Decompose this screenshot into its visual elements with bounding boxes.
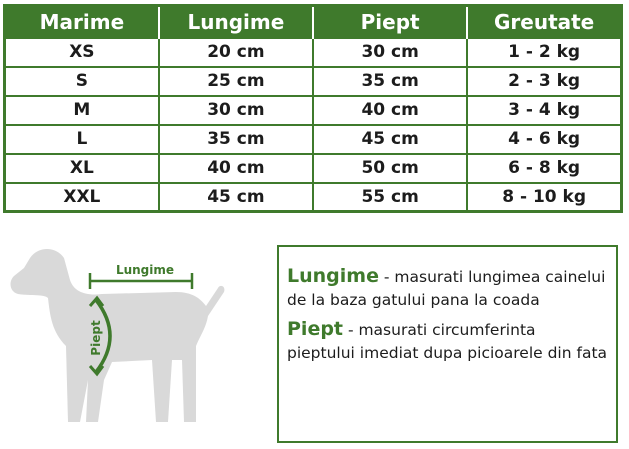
cell-length: 45 cm [159,183,313,212]
header-chest: Piept [313,6,467,38]
cell-chest: 45 cm [313,125,467,154]
cell-size: XL [5,154,159,183]
measurement-info-box [277,245,618,443]
cell-chest: 55 cm [313,183,467,212]
cell-weight: 8 - 10 kg [467,183,621,212]
cell-weight: 2 - 3 kg [467,67,621,96]
chest-description: - masurati circumferinta pieptului imediat dupa picioarele din fata [287,321,608,362]
header-weight: Greutate [467,6,621,38]
cell-size: S [5,67,159,96]
table-row [5,125,622,154]
table-row [5,96,622,125]
length-label: Lungime [115,263,175,277]
cell-length: 25 cm [159,67,313,96]
cell-size: XS [5,38,159,67]
cell-weight: 6 - 8 kg [467,154,621,183]
cell-chest: 40 cm [313,96,467,125]
table-row [5,67,622,96]
length-instruction [287,265,608,312]
table-header-row [5,6,622,38]
header-size: Marime [5,6,159,38]
chest-label: Piept [89,320,103,356]
cell-chest: 30 cm [313,38,467,67]
dog-measurement-diagram [0,236,250,449]
table-row [5,183,622,212]
cell-weight: 3 - 4 kg [467,96,621,125]
cell-chest: 50 cm [313,154,467,183]
table-row [5,154,622,183]
cell-weight: 4 - 6 kg [467,125,621,154]
cell-weight: 1 - 2 kg [467,38,621,67]
cell-length: 35 cm [159,125,313,154]
header-length: Lungime [159,6,313,38]
chest-instruction [287,318,608,365]
table-row [5,38,622,67]
cell-size: M [5,96,159,125]
cell-length: 40 cm [159,154,313,183]
cell-size: XXL [5,183,159,212]
length-description: - masurati lungimea cainelui de la baza gatului pana la coada [287,268,606,309]
cell-size: L [5,125,159,154]
size-table [3,4,623,213]
cell-length: 20 cm [159,38,313,67]
length-term: Lungime [287,265,379,287]
cell-chest: 35 cm [313,67,467,96]
chest-term: Piept [287,318,344,340]
cell-length: 30 cm [159,96,313,125]
